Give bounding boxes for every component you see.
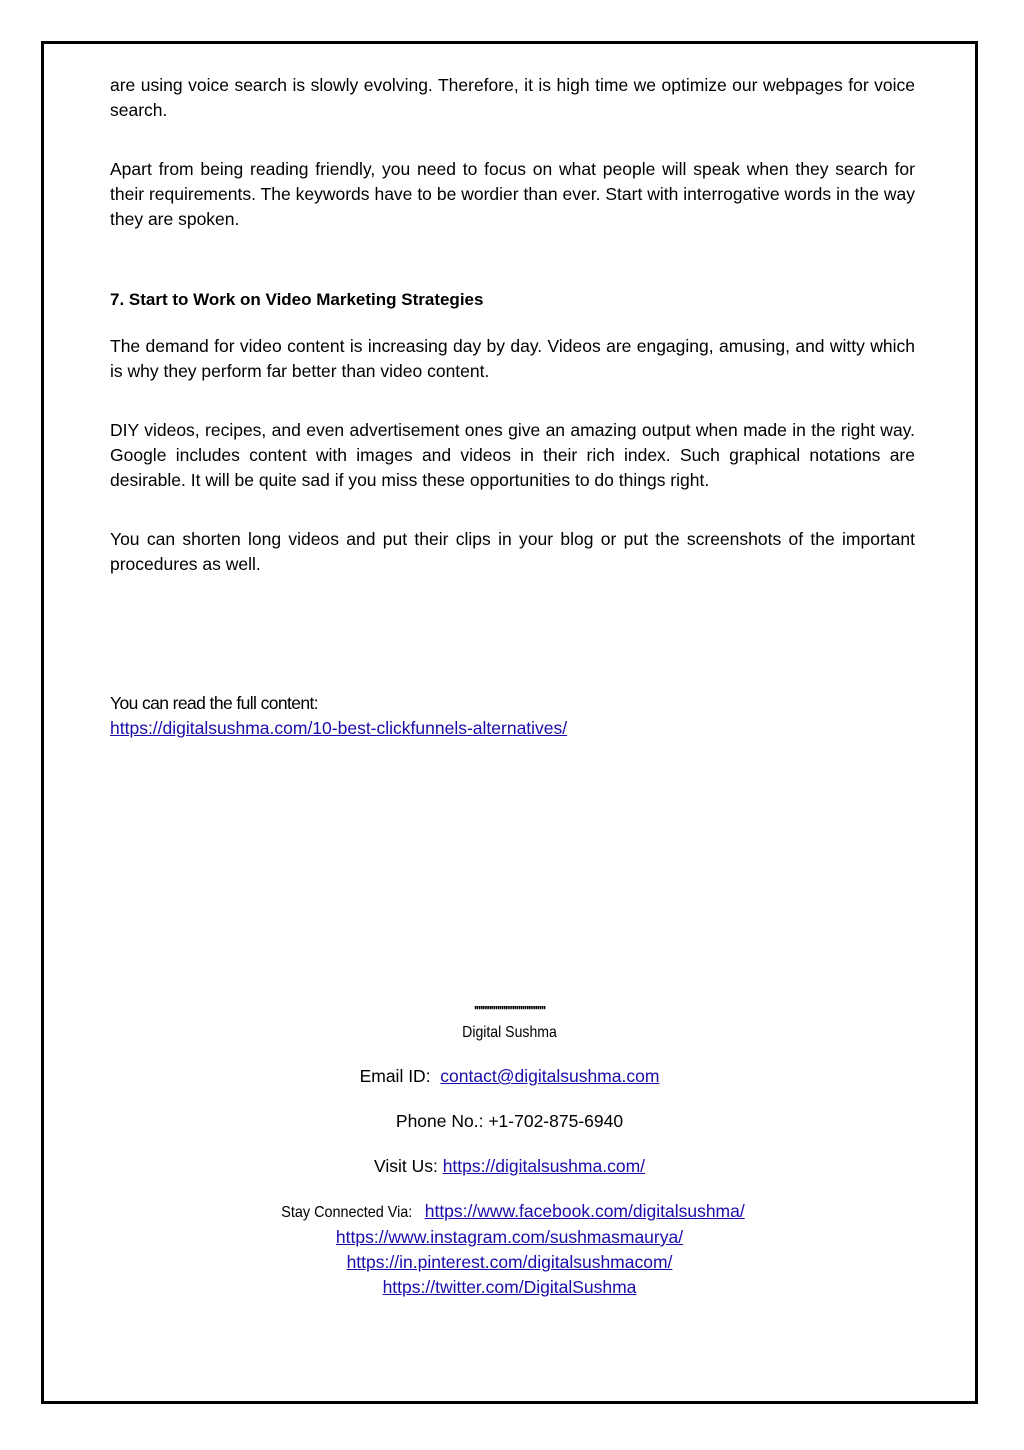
email-link[interactable]: contact@digitalsushma.com	[440, 1066, 660, 1086]
paragraph-video-demand: The demand for video content is increasing day by day. Videos are engaging, amusing, and witty which is why they perform far better than video content.	[110, 336, 915, 381]
document-body	[110, 73, 915, 577]
paragraph-diy-videos: DIY videos, recipes, and even advertisement ones give an amazing output when made in the right way. Google includes content with images and videos in their rich index. Such graphical notations are desirable. It will be quite sad if you miss these opportunities to do things right.	[110, 420, 915, 490]
facebook-link[interactable]: https://www.facebook.com/digitalsushma/	[424, 1201, 745, 1221]
read-more-link[interactable]: https://digitalsushma.com/10-best-clickfunnels-alternatives/	[110, 718, 568, 738]
website-link[interactable]: https://digitalsushma.com/	[442, 1156, 646, 1176]
pinterest-link[interactable]: https://in.pinterest.com/digitalsushmacom/	[346, 1252, 673, 1272]
instagram-link[interactable]: https://www.instagram.com/sushmasmaurya/	[335, 1227, 684, 1247]
paragraph-shorten-videos: You can shorten long videos and put their clips in your blog or put the screenshots of the important procedures as well.	[110, 529, 915, 574]
visit-line	[41, 1154, 978, 1179]
signature-mark: ''''''''''''''''''''''''''''''''''	[473, 1003, 546, 1018]
read-more-block	[110, 691, 567, 741]
paragraph-voice-search: are using voice search is slowly evolving. Therefore, it is high time we optimize our webpages for voice search.	[110, 75, 915, 120]
visit-label: Visit Us:	[373, 1156, 438, 1176]
paragraph-keywords: Apart from being reading friendly, you need to focus on what people will speak when they search for their requirements. The keywords have to be wordier than ever. Start with interrogative words in the way they are spoken.	[110, 159, 915, 229]
read-more-label: You can read the full content:	[110, 693, 319, 713]
stay-connected-label: Stay Connected Via:	[281, 1204, 413, 1221]
phone-line: Phone No.: +1-702-875-6940	[395, 1111, 624, 1131]
email-label: Email ID:	[359, 1066, 431, 1086]
footer	[41, 1004, 978, 1300]
social-line	[41, 1199, 978, 1225]
section-heading: 7. Start to Work on Video Marketing Strategies	[110, 290, 484, 309]
email-line	[41, 1064, 978, 1089]
signature-name: Digital Sushma	[462, 1024, 557, 1041]
twitter-link[interactable]: https://twitter.com/DigitalSushma	[382, 1277, 637, 1297]
